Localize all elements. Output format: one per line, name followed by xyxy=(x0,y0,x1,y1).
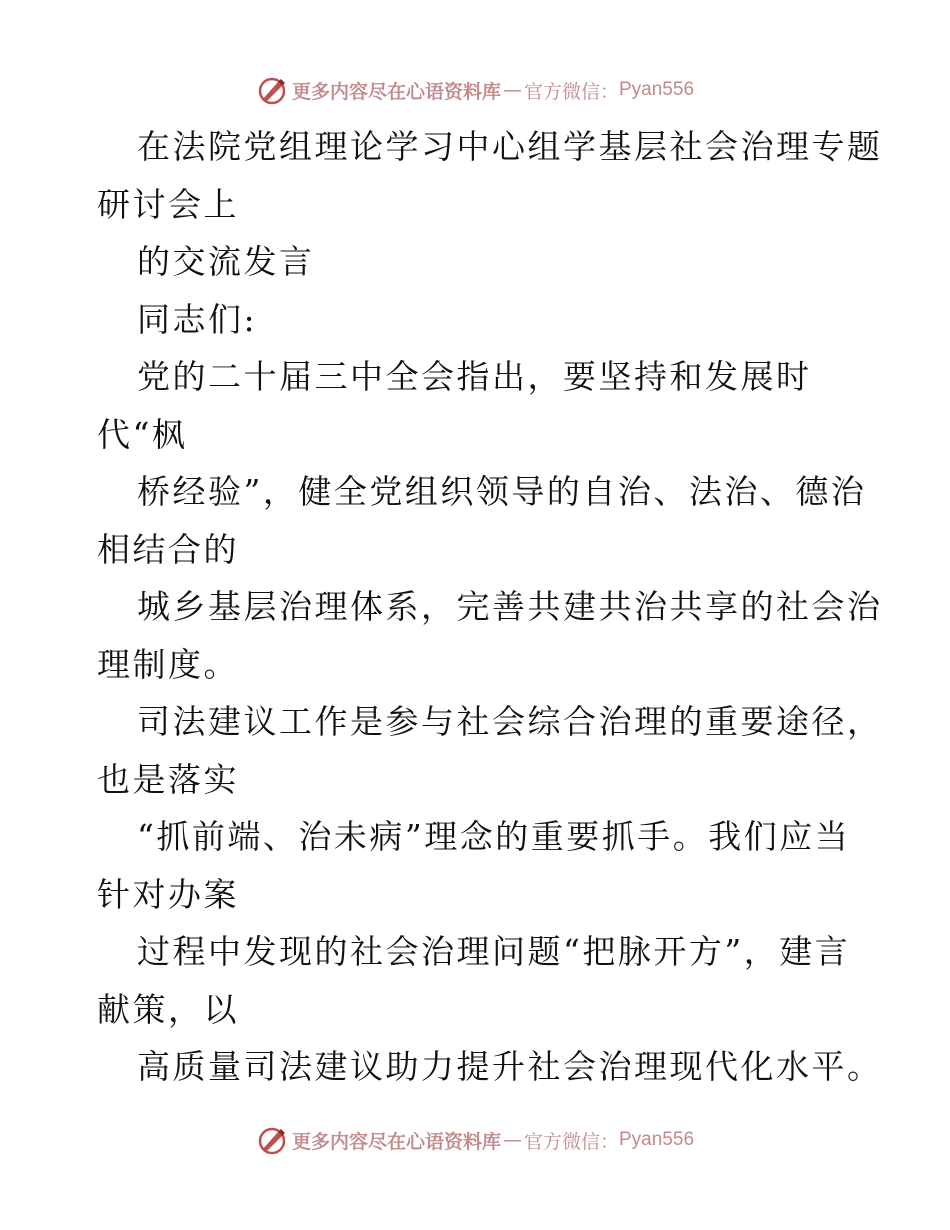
text-line: 针对办案 xyxy=(97,874,239,914)
site-name-text: 更多内容尽在心语资料库 xyxy=(291,1130,501,1153)
text-line: 过程中发现的社会治理问题“把脉开方”，建言 xyxy=(137,932,851,971)
text-line: 同志们: xyxy=(137,299,258,339)
wechat-id: Pyan556 xyxy=(619,1129,695,1150)
text-line: 城乡基层治理体系，完善共建共治共享的社会治 xyxy=(137,587,883,626)
separator-dash: — xyxy=(502,79,522,101)
text-line: 理制度。 xyxy=(97,644,239,684)
wechat-id: Pyan556 xyxy=(619,79,695,100)
pen-in-circle-icon xyxy=(256,74,288,106)
text-line: 高质量司法建议助力提升社会治理现代化水平。 xyxy=(137,1047,883,1086)
text-line: 研讨会上 xyxy=(97,184,239,224)
text-line: 桥经验”，健全党组织领导的自治、法治、德治 xyxy=(137,472,867,511)
site-name-text: 更多内容尽在心语资料库 xyxy=(291,80,501,103)
text-line: 献策，以 xyxy=(97,989,239,1029)
document-body xyxy=(97,118,883,1096)
text-line: 相结合的 xyxy=(97,529,239,569)
text-line: “抓前端、治未病”理念的重要抓手。我们应当 xyxy=(137,817,851,856)
official-wechat-label: 官方微信： xyxy=(523,80,619,103)
text-line: 司法建议工作是参与社会综合治理的重要途径， xyxy=(137,702,883,741)
header-banner xyxy=(0,70,950,110)
text-line: 也是落实 xyxy=(97,759,239,799)
text-line: 的交流发言 xyxy=(137,242,315,281)
separator-dash: — xyxy=(502,1129,522,1151)
text-line: 代“枫 xyxy=(97,414,188,454)
footer-banner xyxy=(0,1120,950,1160)
pen-in-circle-icon xyxy=(256,1124,288,1156)
text-line: 党的二十届三中全会指出，要坚持和发展时 xyxy=(137,357,812,396)
official-wechat-label: 官方微信： xyxy=(523,1130,619,1153)
text-line: 在法院党组理论学习中心组学基层社会治理专题 xyxy=(137,127,883,166)
